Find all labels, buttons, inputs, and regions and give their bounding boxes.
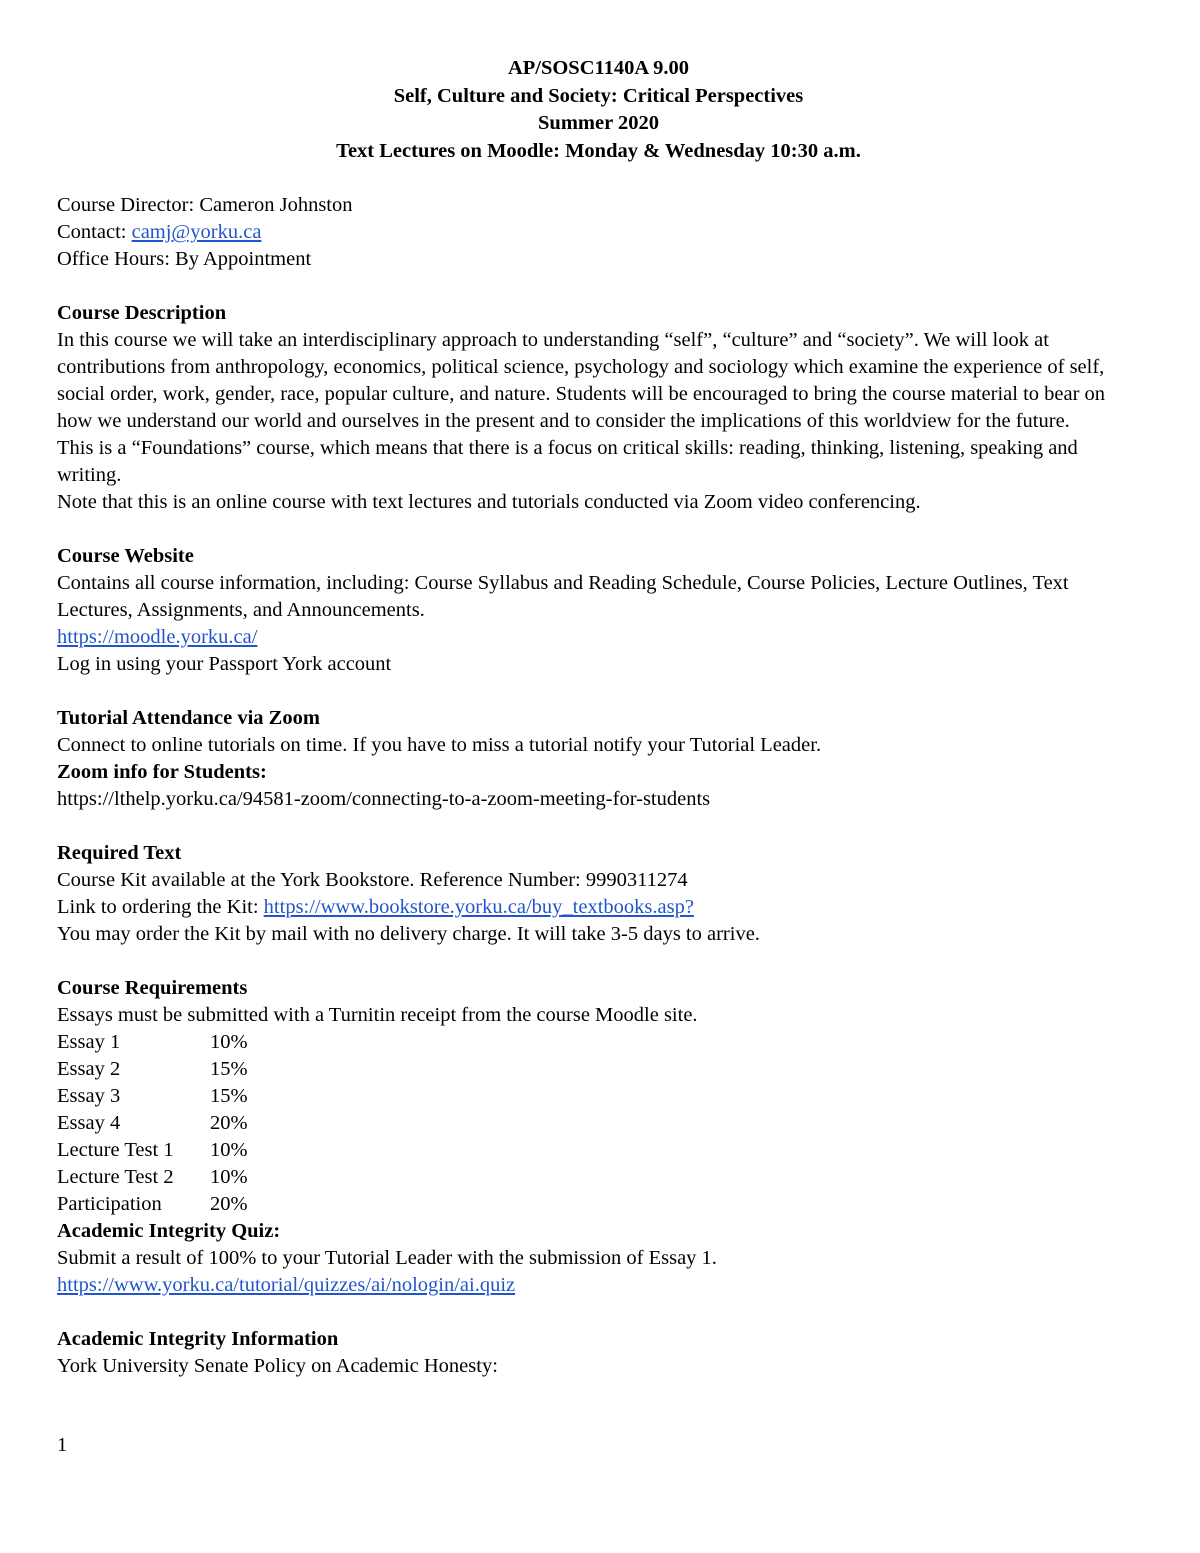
course-title: Self, Culture and Society: Critical Perspectives [393, 84, 804, 107]
email-link[interactable]: camj@yorku.ca [131, 221, 262, 243]
grade-item-weight: 15% [210, 1085, 248, 1107]
grade-item-name: Essay 3 [57, 1085, 121, 1107]
grade-row [57, 1029, 1140, 1056]
zoom-url: https://lthelp.yorku.ca/94581-zoom/connecting-to-a-zoom-meeting-for-students [57, 788, 711, 810]
contact-line [57, 219, 1140, 246]
integrity-text: York University Senate Policy on Academic Honesty: [57, 1355, 498, 1377]
requirements-section [57, 975, 1140, 1299]
grade-item-weight: 20% [210, 1193, 248, 1215]
order-label: Link to ordering the Kit: [57, 896, 264, 918]
website-section [57, 543, 1140, 678]
integrity-section [57, 1326, 1140, 1380]
website-text: Contains all course information, including: Course Syllabus and Reading Schedule, Course Policies, Lecture Outlines, Text Lectures, Assignments, and Announcements. [57, 572, 1069, 621]
tutorial-section [57, 705, 1140, 813]
grade-item-name: Essay 2 [57, 1058, 121, 1080]
required-text-heading: Required Text [57, 842, 182, 864]
order-line [57, 894, 1140, 921]
grade-item-weight: 10% [210, 1166, 248, 1188]
integrity-heading: Academic Integrity Information [57, 1328, 339, 1350]
grade-row [57, 1164, 1140, 1191]
login-text: Log in using your Passport York account [57, 653, 392, 675]
page-number: 1 [57, 1434, 68, 1456]
course-director: Course Director: Cameron Johnston [57, 194, 353, 216]
zoom-heading: Zoom info for Students: [57, 761, 267, 783]
course-term: Summer 2020 [538, 112, 659, 134]
description-heading: Course Description [57, 302, 227, 324]
requirements-heading: Course Requirements [57, 977, 248, 999]
moodle-link[interactable]: https://moodle.yorku.ca/ [57, 626, 258, 648]
contact-label: Contact: [57, 221, 132, 243]
online-note: Note that this is an online course with text lectures and tutorials conducted via Zoom video conferencing. [57, 491, 921, 513]
lecture-schedule: Text Lectures on Moodle: Monday & Wednesday 10:30 a.m. [336, 139, 861, 162]
quiz-link[interactable]: https://www.yorku.ca/tutorial/quizzes/ai/nologin/ai.quiz [57, 1274, 516, 1296]
grade-item-weight: 10% [210, 1031, 248, 1053]
grade-item-weight: 15% [210, 1058, 248, 1080]
grade-item-weight: 20% [210, 1112, 248, 1134]
tutorial-heading: Tutorial Attendance via Zoom [57, 707, 320, 729]
grade-row [57, 1191, 1140, 1218]
mail-order-text: You may order the Kit by mail with no delivery charge. It will take 3-5 days to arrive. [57, 923, 760, 945]
grade-row [57, 1137, 1140, 1164]
course-code: AP/SOSC1140A 9.00 [507, 57, 690, 79]
grade-row [57, 1083, 1140, 1110]
grade-item-name: Participation [57, 1193, 162, 1215]
course-kit-text: Course Kit available at the York Bookstore. Reference Number: 9990311274 [57, 869, 688, 891]
foundations-paragraph: This is a “Foundations” course, which means that there is a focus on critical skills: reading, thinking, listening, speaking and writing. [57, 437, 1078, 486]
required-text-section [57, 840, 1140, 948]
bookstore-link[interactable]: https://www.bookstore.yorku.ca/buy_textbooks.asp? [263, 896, 694, 918]
description-section [57, 300, 1140, 516]
grade-row [57, 1056, 1140, 1083]
grade-item-name: Lecture Test 1 [57, 1139, 174, 1161]
grade-item-name: Lecture Test 2 [57, 1166, 174, 1188]
tutorial-text: Connect to online tutorials on time. If you have to miss a tutorial notify your Tutorial Leader. [57, 734, 822, 756]
course-header [57, 55, 1140, 165]
quiz-text: Submit a result of 100% to your Tutorial Leader with the submission of Essay 1. [57, 1247, 717, 1269]
grade-item-name: Essay 1 [57, 1031, 121, 1053]
office-hours: Office Hours: By Appointment [57, 248, 312, 270]
grade-item-name: Essay 4 [57, 1112, 121, 1134]
quiz-heading: Academic Integrity Quiz: [57, 1220, 281, 1242]
requirements-intro: Essays must be submitted with a Turnitin receipt from the course Moodle site. [57, 1004, 698, 1026]
website-heading: Course Website [57, 545, 194, 567]
grade-item-weight: 10% [210, 1139, 248, 1161]
contact-block [57, 192, 1140, 273]
grade-row [57, 1110, 1140, 1137]
grade-breakdown [57, 1029, 1140, 1218]
description-paragraph: In this course we will take an interdisciplinary approach to understanding “self”, “culture” and “society”. We will look at contributions from anthropology, economics, political science, psychology and sociology which examine the experience of self, social order, work, gender, race, popular culture, and nature. Students will be encouraged to bring the course material to bear on how we understand our world and ourselves in the present and to consider the implications of this worldview for the future. [57, 329, 1106, 432]
